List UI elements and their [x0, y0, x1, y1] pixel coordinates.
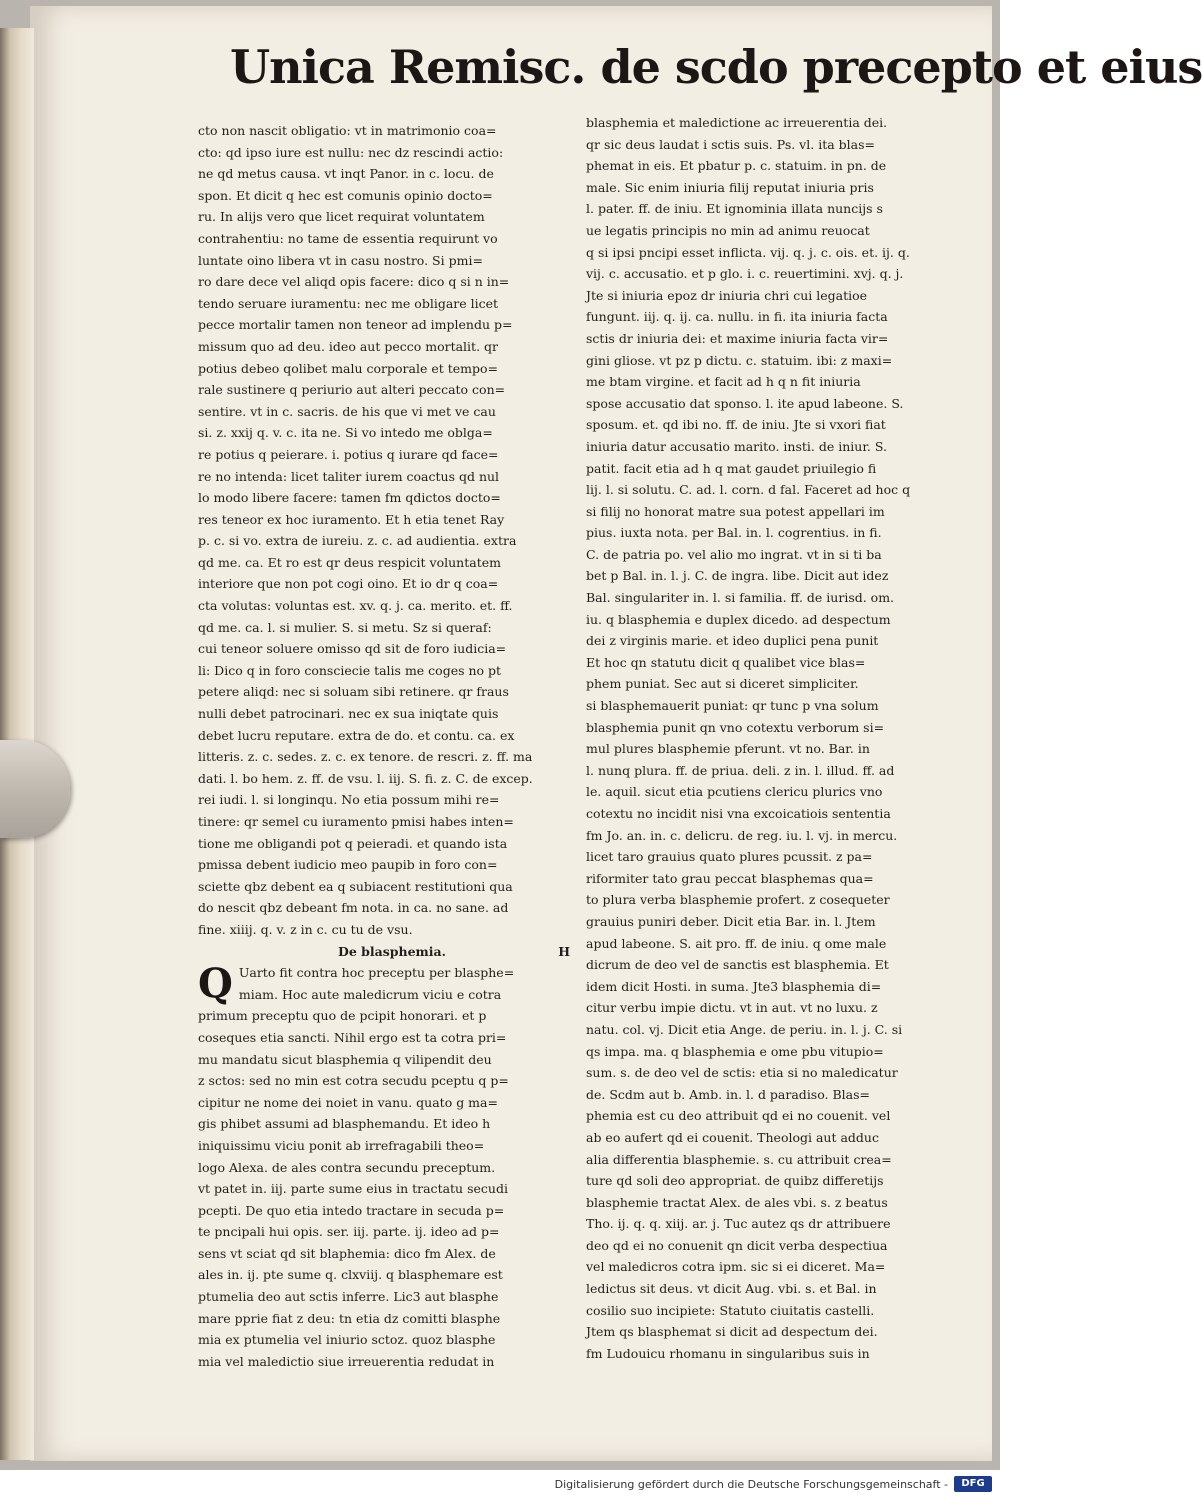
- text-line: alia differentia blasphemie. s. cu attribuit crea=: [586, 1151, 892, 1167]
- text-line: cipitur ne nome dei noiet in vanu. quato g ma=: [198, 1094, 498, 1110]
- text-line: me btam virgine. et facit ad h q n fit iniuria: [586, 374, 861, 390]
- text-line: deo qd ei no conuenit qn dicit verba despectiua: [586, 1237, 888, 1253]
- text-line: iniquissimu viciu ponit ab irrefragabili theo=: [198, 1137, 485, 1153]
- text-line: fine. xiiij. q. v. z in c. cu tu de vsu.: [198, 921, 413, 937]
- text-line: fm Ludouicu rhomanu in singularibus suis in: [586, 1345, 870, 1361]
- text-line: phem puniat. Sec aut si diceret simpliciter.: [586, 676, 859, 692]
- text-line: pecce mortalir tamen non teneor ad implendu p=: [198, 317, 513, 333]
- text-line: dati. l. bo hem. z. ff. de vsu. l. iij. S. fi. z. C. de excep.: [198, 770, 533, 786]
- text-line: l. pater. ff. de iniu. Et ignominia illata nuncijs s: [586, 201, 883, 217]
- text-line: citur verbu impie dictu. vt in aut. vt no luxu. z: [586, 1000, 878, 1016]
- text-line: male. Sic enim iniuria filij reputat iniuria pris: [586, 179, 874, 195]
- text-line: Jtem qs blasphemat si dicit ad despectum dei.: [586, 1324, 878, 1340]
- text-line: l. nunq plura. ff. de priua. deli. z in. l. illud. ff. ad: [586, 762, 895, 778]
- text-line: contrahentiu: no tame de essentia requirunt vo: [198, 230, 498, 246]
- text-line: z sctos: sed no min est cotra secudu pceptu q p=: [198, 1073, 509, 1089]
- text-line: cto: qd ipso iure est nullu: nec dz rescindi actio:: [198, 144, 504, 160]
- text-line: tendo seruare iuramentu: nec me obligare licet: [198, 295, 499, 311]
- text-line: Tho. ij. q. q. xiij. ar. j. Tuc autez qs dr attribuere: [586, 1216, 891, 1232]
- text-line: fungunt. iij. q. ij. ca. nullu. in fi. ita iniuria facta: [586, 309, 888, 325]
- text-line: Bal. singulariter in. l. si familia. ff. de iurisd. om.: [586, 590, 895, 606]
- left-text-column: [198, 120, 570, 1372]
- text-line: blasphemie tractat Alex. de ales vbi. s. z beatus: [586, 1194, 888, 1210]
- text-line: de. Scdm aut b. Amb. in. l. d paradiso. Blas=: [586, 1086, 871, 1102]
- running-head: Unica Remisc. de scdo precepto et eius: [230, 40, 1202, 94]
- text-line: litteris. z. c. sedes. z. c. ex tenore. de rescri. z. ff. ma: [198, 749, 533, 765]
- text-line: rale sustinere q periurio aut alteri peccato con=: [198, 382, 506, 398]
- text-line: debet lucru reputare. extra de do. et contu. ca. ex: [198, 727, 515, 743]
- text-line: dei z virginis marie. et ideo duplici pena punit: [586, 633, 879, 649]
- text-line: tinere: qr semel cu iuramento pmisi habes inten=: [198, 814, 514, 829]
- text-line: missum quo ad deu. ideo aut pecco mortalit. qr: [198, 338, 498, 354]
- text-line: natu. col. vj. Dicit etia Ange. de periu. in. l. j. C. si: [586, 1021, 903, 1037]
- text-line: C. de patria po. vel alio mo ingrat. vt in si ti ba: [586, 546, 882, 562]
- text-line: fm Jo. an. in. c. delicru. de reg. iu. l. vj. in mercu.: [586, 827, 898, 843]
- text-line: qd me. ca. Et ro est qr deus respicit voluntatem: [198, 554, 501, 570]
- text-line: ne qd metus causa. vt inqt Panor. in c. locu. de: [198, 166, 494, 182]
- text-line: do nescit qbz debeant fm nota. in ca. no sane. ad: [198, 900, 509, 916]
- text-line: mul plures blasphemie pferunt. vt no. Bar. in: [586, 741, 870, 757]
- text-line: to plura verba blasphemie profert. z cosequeter: [586, 892, 890, 908]
- section-lines: [198, 962, 570, 1372]
- text-line: gini gliose. vt pz p dictu. c. statuim. ibi: z maxi=: [586, 352, 893, 368]
- text-line: primum preceptu quo de pcipit honorari. et p: [198, 1008, 487, 1024]
- text-line: lij. l. si solutu. C. ad. l. corn. d fal. Faceret ad hoc q: [586, 482, 911, 498]
- text-line: sum. s. de deo vel de sctis: etia si no maledicatur: [586, 1065, 898, 1081]
- dfg-logo: DFG: [954, 1476, 992, 1492]
- text-line: apud labeone. S. ait pro. ff. de iniu. q ome male: [586, 935, 887, 951]
- text-line: logo Alexa. de ales contra secundu preceptum.: [198, 1159, 496, 1175]
- text-line: ru. In alijs vero que licet requirat voluntatem: [198, 209, 485, 225]
- text-line: blasphemia et maledictione ac irreuerentia dei.: [586, 115, 888, 130]
- text-line: phemia est cu deo attribuit qd ei no couenit. vel: [586, 1108, 891, 1124]
- text-line: re no intenda: licet taliter iurem coactus qd nul: [198, 468, 500, 484]
- section-heading: De blasphemia.: [338, 943, 446, 959]
- text-line: sciette qbz debent ea q subiacent restitutioni qua: [198, 878, 513, 894]
- text-line: cta volutas: voluntas est. xv. q. j. ca. merito. et. ff.: [198, 598, 513, 614]
- text-line: patit. facit etia ad h q mat gaudet priuilegio fi: [586, 460, 877, 476]
- section-body: [198, 962, 570, 1372]
- text-line: li: Dico q in foro consciecie talis me coges no pt: [198, 662, 502, 678]
- text-line: sens vt sciat qd sit blaphemia: dico fm Alex. de: [198, 1245, 496, 1261]
- text-line: ales in. ij. pte sume q. clxviij. q blasphemare est: [198, 1267, 503, 1283]
- text-line: Et hoc qn statutu dicit q qualibet vice blas=: [586, 654, 866, 670]
- drop-initial: Q: [198, 960, 233, 1008]
- right-column-lines: [586, 112, 944, 1364]
- text-line: dicrum de deo vel de sanctis est blasphemia. Et: [586, 957, 889, 973]
- text-line: si. z. xxij q. v. c. ita ne. Si vo intedo me oblga=: [198, 425, 493, 441]
- text-line: ue legatis principis no min ad animu reuocat: [586, 222, 870, 238]
- text-line: rei iudi. l. si longinqu. No etia possum mihi re=: [198, 792, 500, 808]
- text-line: cotextu no incidit nisi vna excoicatiois sententia: [586, 806, 891, 821]
- dfg-credit-text: Digitalisierung gefördert durch die Deutsche Forschungsgemeinschaft -: [554, 1478, 948, 1491]
- text-line: vt patet in. iij. parte sume eius in tractatu secudi: [198, 1181, 508, 1197]
- text-line: pmissa debent iudicio meo paupib in foro con=: [198, 857, 498, 873]
- text-line: sctis dr iniuria dei: et maxime iniuria facta vir=: [586, 330, 889, 346]
- text-line: tione me obligandi pot q peieradi. et quando ista: [198, 835, 508, 851]
- text-line: luntate oino libera vt in casu nostro. Si pmi=: [198, 252, 483, 268]
- text-line: Jte si iniuria epoz dr iniuria chri cui legatioe: [586, 287, 868, 303]
- text-line: pcepti. De quo etia intedo tractare in secuda p=: [198, 1202, 505, 1218]
- text-line: miam. Hoc aute maledicrum viciu e cotra: [238, 986, 502, 1002]
- text-line: lo modo libere facere: tamen fm qdictos docto=: [198, 490, 501, 506]
- text-line: te pncipali hui opis. ser. iij. parte. ij. ideo ad p=: [198, 1224, 500, 1240]
- text-line: qd me. ca. l. si mulier. S. si metu. Sz si queraf:: [198, 619, 492, 635]
- text-line: re potius q peierare. i. potius q iurare qd face=: [198, 446, 499, 462]
- text-line: potius debeo qolibet malu corporale et tempo=: [198, 360, 499, 376]
- text-line: gis phibet assumi ad blasphemandu. Et ideo h: [198, 1116, 491, 1132]
- text-line: spose accusatio dat sponso. l. ite apud labeone. S.: [586, 395, 904, 411]
- text-line: res teneor ex hoc iuramento. Et h etia tenet Ray: [198, 511, 505, 527]
- section-heading-row: [198, 941, 570, 963]
- text-line: cui teneor soluere omisso qd sit de foro iudicia=: [198, 641, 507, 657]
- text-line: cosilio suo incipiete: Statuto ciuitatis castelli.: [586, 1302, 875, 1318]
- text-line: mu mandatu sicut blasphemia q vilipendit deu: [198, 1051, 492, 1067]
- section-mark: H: [558, 943, 570, 959]
- text-line: blasphemia punit qn vno cotextu verborum si=: [586, 719, 885, 735]
- text-line: coseques etia sancti. Nihil ergo est ta cotra pri=: [198, 1029, 507, 1045]
- text-line: le. aquil. sicut etia pcutiens clericu plurics vno: [586, 784, 883, 800]
- text-line: sposum. et. qd ibi no. ff. de iniu. Jte si vxori fiat: [586, 417, 886, 433]
- text-line: idem dicit Hosti. in suma. Jte3 blasphemia di=: [586, 978, 882, 994]
- text-line: ro dare dece vel aliqd opis facere: dico q si n in=: [198, 274, 510, 290]
- text-line: cto non nascit obligatio: vt in matrimonio coa=: [198, 123, 497, 138]
- text-line: mia vel maledictio siue irreuerentia redudat in: [198, 1353, 495, 1369]
- text-line: mia ex ptumelia vel iniurio sctoz. quoz blasphe: [198, 1332, 496, 1348]
- text-line: sentire. vt in c. sacris. de his que vi met ve cau: [198, 403, 496, 419]
- text-line: grauius puniri deber. Dicit etia Bar. in. l. Jtem: [586, 913, 876, 929]
- text-line: ptumelia deo aut sctis inferre. Lic3 aut blasphe: [198, 1289, 499, 1305]
- text-line: spon. Et dicit q hec est comunis opinio docto=: [198, 187, 493, 203]
- right-text-column: [586, 112, 944, 1364]
- text-line: ture qd soli deo appropriat. de quibz differetijs: [586, 1173, 884, 1189]
- text-line: ab eo aufert qd ei couenit. Theologi aut adduc: [586, 1129, 879, 1145]
- text-line: qr sic deus laudat i sctis suis. Ps. vl. ita blas=: [586, 136, 875, 152]
- text-line: si blasphemauerit puniat: qr tunc p vna solum: [586, 698, 879, 714]
- text-line: bet p Bal. in. l. j. C. de ingra. libe. Dicit aut idez: [586, 568, 889, 584]
- text-line: q si ipsi pncipi esset inflicta. vij. q. j. c. ois. et. ij. q.: [586, 244, 910, 260]
- text-line: interiore que non pot cogi oino. Et io dr q coa=: [198, 576, 499, 592]
- text-line: petere aliqd: nec si soluam sibi retinere. qr fraus: [198, 684, 509, 700]
- text-line: iniuria datur accusatio marito. insti. de iniur. S.: [586, 438, 887, 454]
- text-line: iu. q blasphemia e duplex dicedo. ad despectum: [586, 611, 891, 627]
- text-line: Uarto fit contra hoc preceptu per blasphe=: [238, 965, 515, 981]
- text-line: licet taro grauius quato plures pcussit. z pa=: [586, 849, 873, 865]
- text-line: phemat in eis. Et pbatur p. c. statuim. in pn. de: [586, 158, 887, 174]
- text-line: vel maledicros cotra ipm. sic si ei diceret. Ma=: [586, 1259, 886, 1275]
- text-line: p. c. si vo. extra de iureiu. z. c. ad audientia. extra: [198, 533, 517, 549]
- text-line: mare pprie fiat z deu: tn etia dz comitti blasphe: [198, 1310, 501, 1326]
- text-line: qs impa. ma. q blasphemia e ome pbu vitupio=: [586, 1043, 884, 1059]
- text-line: vij. c. accusatio. et p glo. i. c. reuertimini. xvj. q. j.: [586, 266, 904, 282]
- text-line: si filij no honorat matre sua potest appellari im: [586, 503, 885, 519]
- text-line: nulli debet patrocinari. nec ex sua iniqtate quis: [198, 706, 499, 722]
- left-column-lines: [198, 120, 570, 941]
- text-line: ledictus sit deus. vt dicit Aug. vbi. s. et Bal. in: [586, 1281, 877, 1297]
- text-line: pius. iuxta nota. per Bal. in. l. cogrentius. in fi.: [586, 525, 882, 541]
- text-line: riformiter tato grau peccat blasphemas qua=: [586, 870, 874, 886]
